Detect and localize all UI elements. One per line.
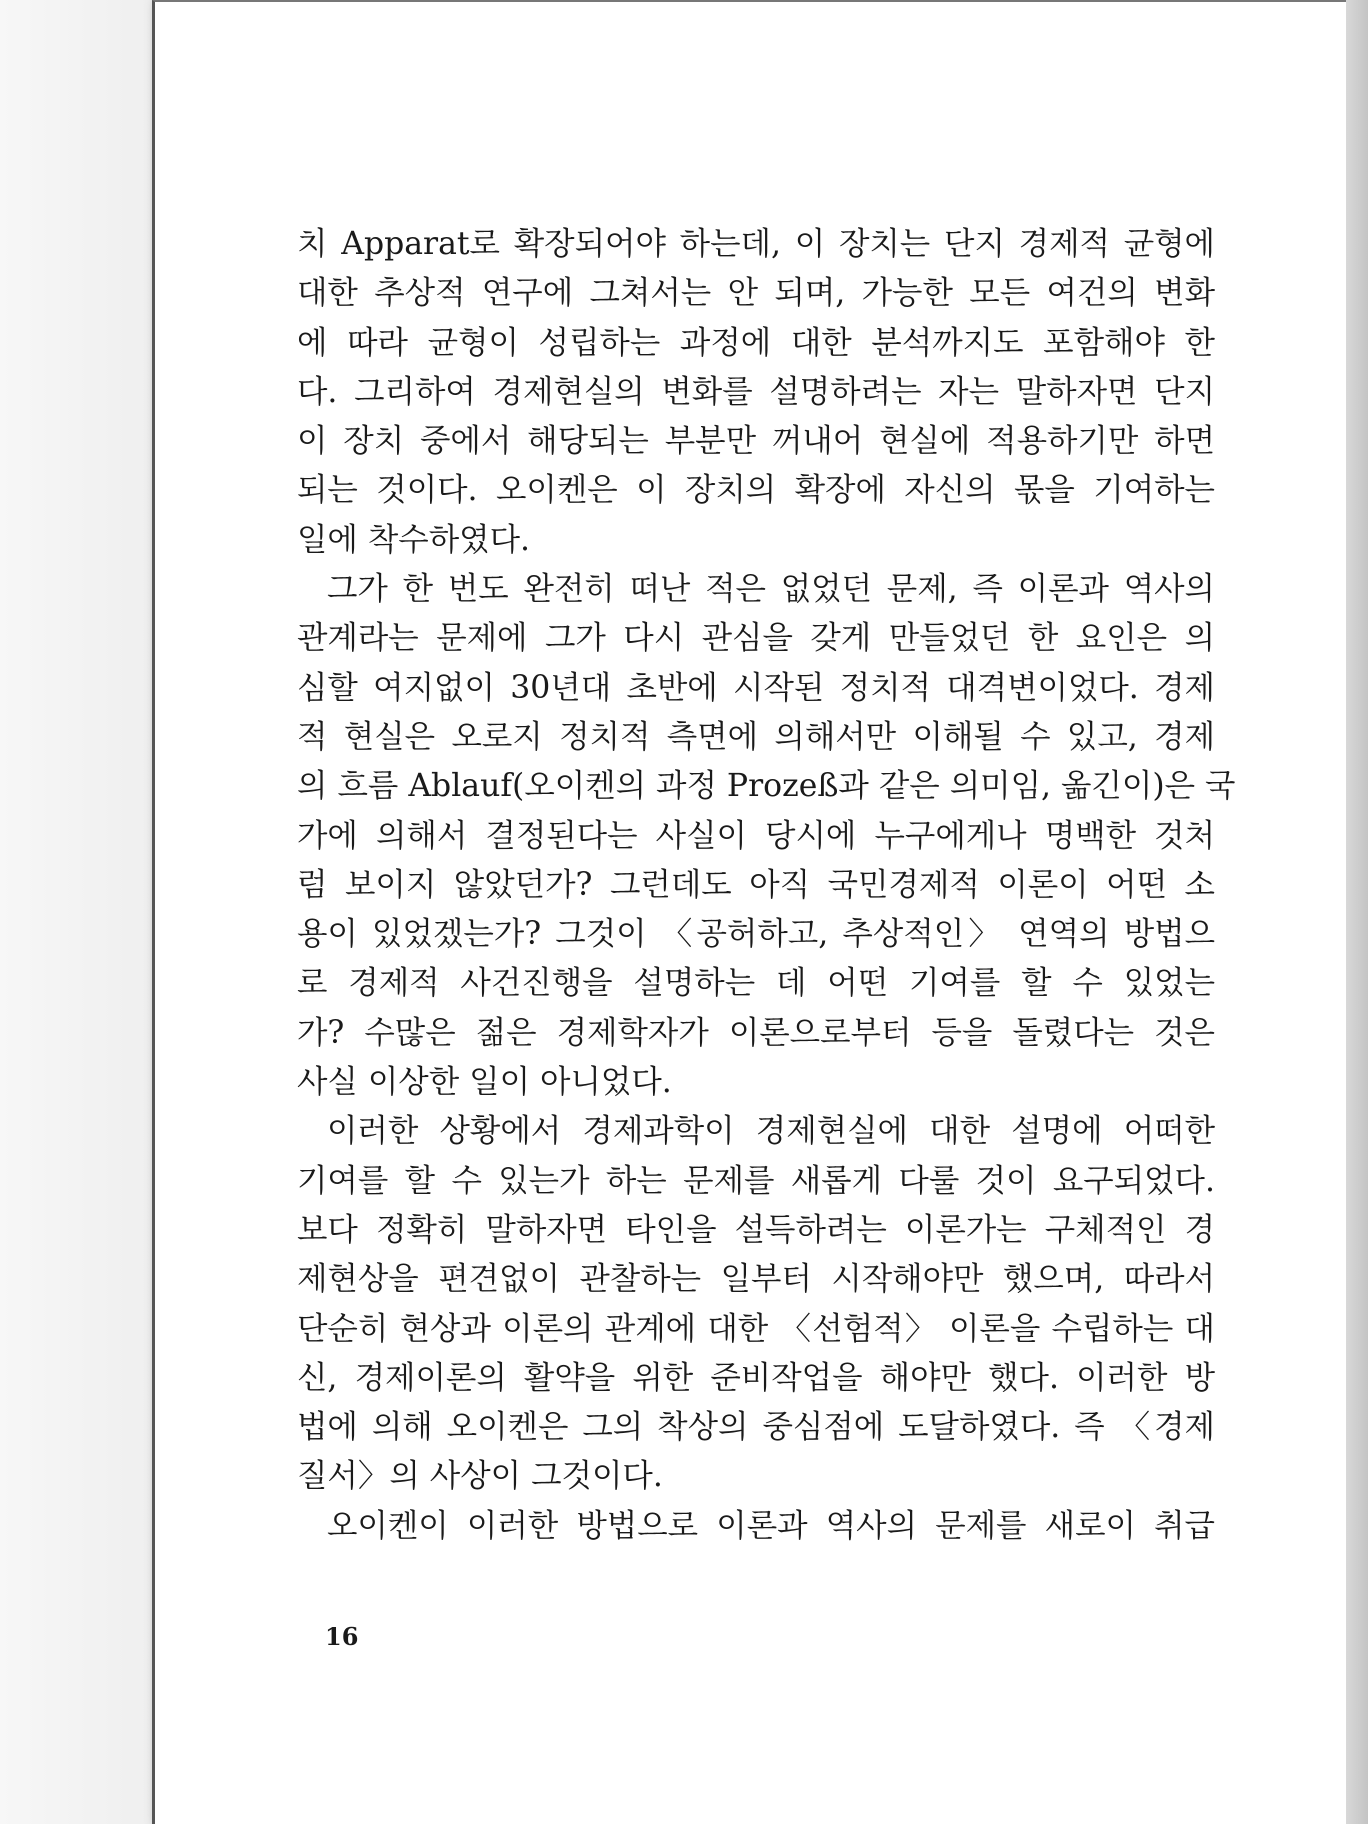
text-line: 이 장치 중에서 해당되는 부분만 꺼내어 현실에 적용하기만 하면 xyxy=(297,423,1215,460)
page-body-text xyxy=(297,220,1236,1551)
text-line: 보다 정확히 말하자면 타인을 설득하려는 이론가는 구체적인 경 xyxy=(297,1211,1215,1248)
text-line: 대한 추상적 연구에 그쳐서는 안 되며, 가능한 모든 여건의 변화 xyxy=(297,275,1215,312)
text-line-paragraph-start: 이러한 상황에서 경제과학이 경제현실에 대한 설명에 어떠한 xyxy=(327,1113,1215,1150)
text-line: 심할 여지없이 30년대 초반에 시작된 정치적 대격변이었다. 경제 xyxy=(297,669,1215,706)
book-page xyxy=(152,0,1351,1824)
text-line: 단순히 현상과 이론의 관계에 대한 〈선험적〉 이론을 수립하는 대 xyxy=(297,1310,1215,1347)
text-line: 용이 있었겠는가? 그것이 〈공허하고, 추상적인〉 연역의 방법으 xyxy=(297,916,1215,953)
viewer-right-edge xyxy=(1346,0,1368,1824)
text-line: 일에 착수하였다. xyxy=(297,521,531,558)
text-line: 다. 그리하여 경제현실의 변화를 설명하려는 자는 말하자면 단지 xyxy=(297,373,1215,410)
text-line: 가? 수많은 젊은 경제학자가 이론으로부터 등을 돌렸다는 것은 xyxy=(297,1014,1215,1051)
text-line: 로 경제적 사건진행을 설명하는 데 어떤 기여를 할 수 있었는 xyxy=(297,965,1215,1002)
text-line: 신, 경제이론의 활약을 위한 준비작업을 해야만 했다. 이러한 방 xyxy=(297,1359,1215,1396)
text-line: 가에 의해서 결정된다는 사실이 당시에 누구에게나 명백한 것처 xyxy=(297,817,1215,854)
text-line: 기여를 할 수 있는가 하는 문제를 새롭게 다룰 것이 요구되었다. xyxy=(297,1162,1215,1199)
text-line: 제현상을 편견없이 관찰하는 일부터 시작해야만 했으며, 따라서 xyxy=(297,1261,1215,1298)
viewer-left-margin xyxy=(0,0,152,1824)
text-line: 법에 의해 오이켄은 그의 착상의 중심점에 도달하였다. 즉 〈경제 xyxy=(297,1409,1215,1446)
text-line: 적 현실은 오로지 정치적 측면에 의해서만 이해될 수 있고, 경제 xyxy=(297,718,1215,755)
text-line-paragraph-start: 오이켄이 이러한 방법으로 이론과 역사의 문제를 새로이 취급 xyxy=(327,1507,1215,1544)
text-line: 되는 것이다. 오이켄은 이 장치의 확장에 자신의 몫을 기여하는 xyxy=(297,472,1215,509)
text-line: 질서〉의 사상이 그것이다. xyxy=(297,1458,663,1495)
text-line: 치 Apparat로 확장되어야 하는데, 이 장치는 단지 경제적 균형에 xyxy=(297,226,1215,262)
text-line: 럼 보이지 않았던가? 그런데도 아직 국민경제적 이론이 어떤 소 xyxy=(297,866,1215,903)
page-number: 16 xyxy=(325,1622,359,1651)
text-line: 사실 이상한 일이 아니었다. xyxy=(297,1064,672,1101)
text-line: 에 따라 균형이 성립하는 과정에 대한 분석까지도 포함해야 한 xyxy=(297,324,1215,361)
text-line: 의 흐름 Ablauf(오이켄의 과정 Prozeß과 같은 의미임, 옮긴이)은 국 xyxy=(297,768,1236,805)
text-line: 관계라는 문제에 그가 다시 관심을 갖게 만들었던 한 요인은 의 xyxy=(297,620,1215,657)
text-line-paragraph-start: 그가 한 번도 완전히 떠난 적은 없었던 문제, 즉 이론과 역사의 xyxy=(327,571,1215,608)
